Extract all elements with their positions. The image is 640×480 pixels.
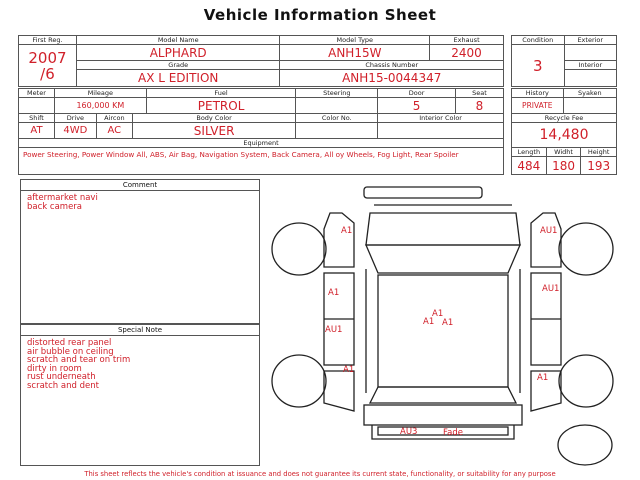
syaken-label: Syaken xyxy=(563,89,616,98)
mileage-label: Mileage xyxy=(54,89,146,98)
exterior-label: Exterior xyxy=(564,36,616,45)
sheet-title: Vehicle Information Sheet xyxy=(203,6,437,24)
left-front-fender xyxy=(324,213,354,267)
left-rear-quarter xyxy=(324,371,354,411)
details-table xyxy=(18,88,504,175)
special-note-line: scratch and tear on trim xyxy=(27,355,131,365)
color-no-value xyxy=(296,123,378,139)
first-reg-year: 2007 xyxy=(28,48,67,67)
door-value: 5 xyxy=(378,98,456,114)
right-front-fender xyxy=(531,213,561,267)
special-note-line: scratch and dent xyxy=(27,380,99,391)
damage-rear-light: Fade xyxy=(443,428,463,438)
basic-info-table xyxy=(18,35,504,87)
condition-value: 3 xyxy=(512,45,565,87)
history-table xyxy=(511,88,617,175)
special-note-line: rust underneath xyxy=(27,372,96,382)
wheel-rear-right xyxy=(559,355,613,407)
chassis-value: ANH15-0044347 xyxy=(280,70,504,87)
wheel-rear-left xyxy=(272,355,326,407)
first-reg-value xyxy=(19,45,77,87)
drive-label: Drive xyxy=(54,114,96,123)
hood-shape xyxy=(366,213,520,245)
special-note-label: Special Note xyxy=(21,325,259,336)
equipment-label: Equipment xyxy=(19,139,504,148)
damage-right-front: AU1 xyxy=(542,284,560,294)
damage-left-rear: A1 xyxy=(343,365,355,375)
fuel-value: PETROL xyxy=(146,98,296,114)
fuel-label: Fuel xyxy=(146,89,296,98)
interior-value xyxy=(564,70,616,87)
interior-color-label: Interior Color xyxy=(378,114,504,123)
door-label: Door xyxy=(378,89,456,98)
exhaust-value: 2400 xyxy=(430,45,504,61)
interior-label: Interior xyxy=(564,61,616,70)
body-color-value: SILVER xyxy=(132,123,296,139)
wheel-front-right xyxy=(559,223,613,275)
condition-label: Condition xyxy=(512,36,565,45)
exhaust-label: Exhaust xyxy=(430,36,504,45)
first-reg-label: First Reg. xyxy=(19,36,77,45)
steering-value xyxy=(296,98,378,114)
disclaimer: This sheet reflects the vehicle's condition at issuance and does not guarantee its current state, functionality, or suitability for any purpose xyxy=(84,470,556,478)
seat-label: Seat xyxy=(456,89,504,98)
special-note-line: dirty in room xyxy=(27,363,82,374)
special-note-line: air bubble on ceiling xyxy=(27,346,114,357)
damage-rear-bumper: AU3 xyxy=(400,427,418,437)
width-value: 180 xyxy=(546,157,581,175)
rear-window-shape xyxy=(370,387,516,403)
length-label: Length xyxy=(512,148,547,157)
comment-label: Comment xyxy=(21,180,259,191)
comment-line: aftermarket navi xyxy=(27,193,98,203)
roof-shape xyxy=(378,275,508,387)
length-value: 484 xyxy=(512,157,547,175)
damage-right-rear: A1 xyxy=(537,373,549,383)
special-note-box xyxy=(20,324,260,466)
seat-value: 8 xyxy=(456,98,504,114)
mileage-value: 160,000 KM xyxy=(54,98,146,114)
special-note-list xyxy=(21,336,259,393)
damage-front-left: A1 xyxy=(341,226,353,236)
steering-label: Steering xyxy=(296,89,378,98)
first-reg-month: /6 xyxy=(40,64,55,83)
exterior-value xyxy=(564,45,616,61)
windshield-shape xyxy=(366,245,520,273)
meter-value xyxy=(19,98,55,114)
damage-left-front: A1 xyxy=(328,288,340,298)
history-label: History xyxy=(512,89,564,98)
grade-value: AX L EDITION xyxy=(76,70,280,87)
comment-list xyxy=(21,191,259,214)
damage-left-mid: AU1 xyxy=(325,325,343,335)
body-color-label: Body Color xyxy=(132,114,296,123)
color-no-label: Color No. xyxy=(296,114,378,123)
chassis-label: Chassis Number xyxy=(280,61,504,70)
model-name-label: Model Name xyxy=(76,36,280,45)
damage-roof-1: A1 xyxy=(432,309,444,319)
shift-label: Shift xyxy=(19,114,55,123)
special-note-line: distorted rear panel xyxy=(27,338,112,348)
syaken-value xyxy=(563,98,616,114)
recycle-fee-label: Recycle Fee xyxy=(512,114,617,123)
aircon-label: Aircon xyxy=(96,114,132,123)
model-name-value: ALPHARD xyxy=(76,45,280,61)
damage-front-right: AU1 xyxy=(540,226,558,236)
tailgate-shape xyxy=(364,405,522,425)
grade-label: Grade xyxy=(76,61,280,70)
damage-roof-2: A1 xyxy=(423,317,435,327)
comment-line: back camera xyxy=(27,201,82,212)
height-label: Height xyxy=(581,148,617,157)
interior-color-value xyxy=(378,123,504,139)
shift-value: AT xyxy=(19,123,55,139)
recycle-fee-value: 14,480 xyxy=(512,123,617,148)
history-value: PRIVATE xyxy=(512,98,564,114)
front-bumper-shape xyxy=(364,187,482,198)
aircon-value: AC xyxy=(96,123,132,139)
damage-roof-3: A1 xyxy=(442,318,454,328)
wheel-front-left xyxy=(272,223,326,275)
meter-label: Meter xyxy=(19,89,55,98)
spare-wheel xyxy=(558,425,612,465)
model-type-label: Model Type xyxy=(280,36,430,45)
model-type-value: ANH15W xyxy=(280,45,430,61)
width-label: Widht xyxy=(546,148,581,157)
comment-box xyxy=(20,179,260,324)
condition-table xyxy=(511,35,617,87)
height-value: 193 xyxy=(581,157,617,175)
drive-value: 4WD xyxy=(54,123,96,139)
equipment-value: Power Steering, Power Window All, ABS, Air Bag, Navigation System, Back Camera, All oy Wheels, Fog Light, Rear Spoiler xyxy=(19,148,504,175)
